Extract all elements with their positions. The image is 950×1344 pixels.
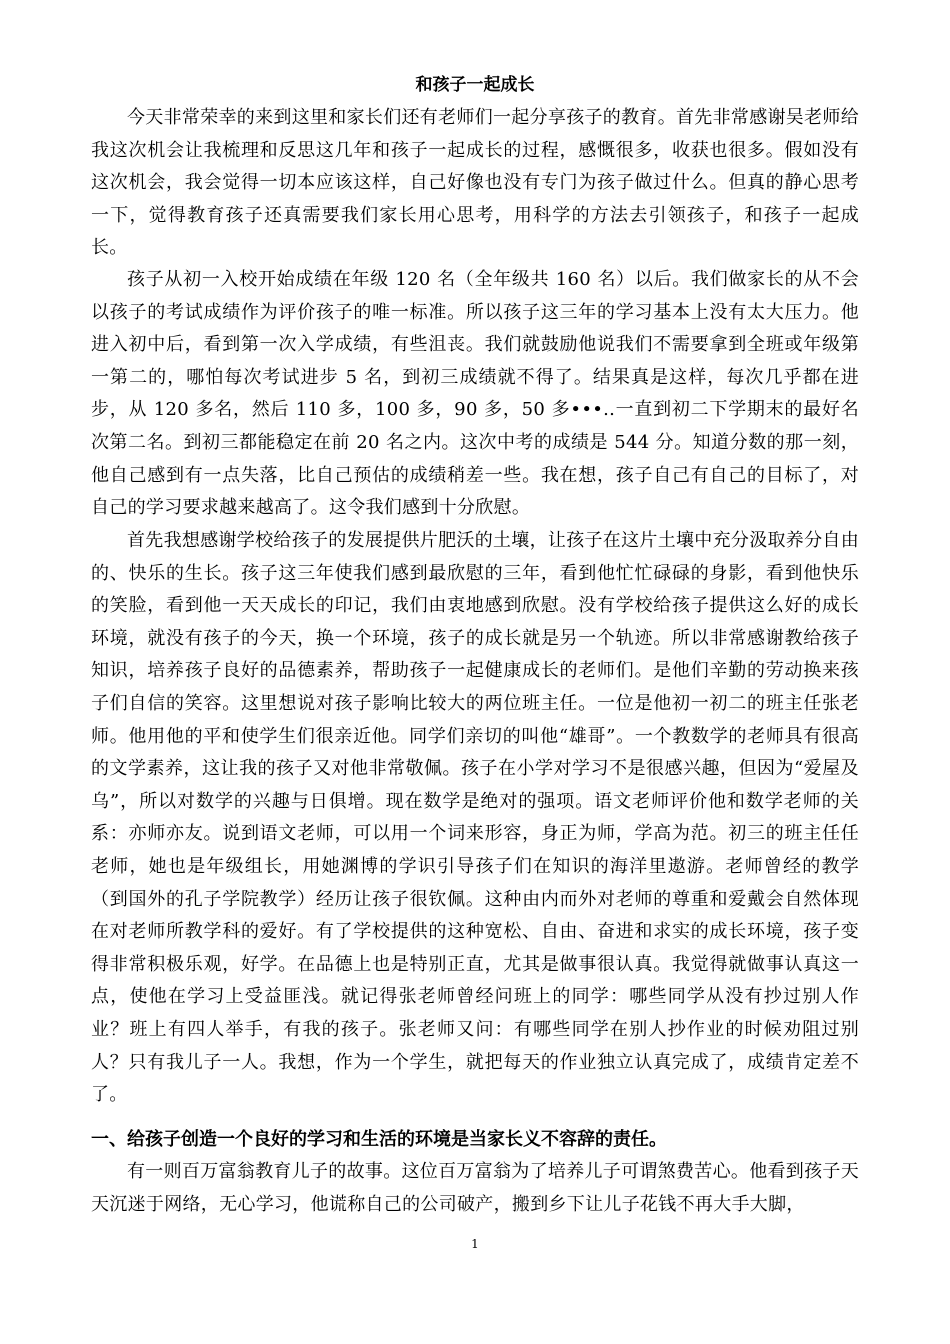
paragraph-intro: 今天非常荣幸的来到这里和家长们还有老师们一起分享孩子的教育。首先非常感谢吴老师给我这次机会让我梳理和反思这几年和孩子一起成长的过程，感慨很多，收获也很多。假如没有这次机会，我会觉得一切本应该这样，自己好像也没有专门为孩子做过什么。但真的静心思考一下，觉得教育孩子还真需要我们家长用心思考，用科学的方法去引领孩子，和孩子一起成长。 (91, 107, 859, 259)
paragraph-story: 有一则百万富翁教育儿子的故事。这位百万富翁为了培养儿子可谓煞费苦心。他看到孩子天天沉迷于网络，无心学习，他谎称自己的公司破产，搬到乡下让儿子花钱不再大手大脚， (91, 1161, 859, 1215)
paragraph-school-thanks: 首先我想感谢学校给孩子的发展提供片肥沃的土壤，让孩子在这片土壤中充分汲取养分自由的、快乐的生长。孩子这三年使我们感到最欣慰的三年，看到他忙忙碌碌的身影，看到他快乐的笑脸，看到他一天天成长的印记，我们由衷地感到欣慰。没有学校给孩子提供这么好的成长环境，就没有孩子的今天，换一个环境，孩子的成长就是另一个轨迹。所以非常感谢教给孩子知识，培养孩子良好的品德素养，帮助孩子一起健康成长的老师们。是他们辛勤的劳动换来孩子们自信的笑容。这里想说对孩子影响比较大的两位班主任。一位是他初一初二的班主任张老师。他用他的平和使学生们很亲近他。同学们亲切的叫他“雄哥”。一个教数学的老师具有很高的文学素养，这让我的孩子又对他非常敬佩。孩子在小学对学习不是很感兴趣，但因为“爱屋及乌”，所以对数学的兴趣与日俱增。现在数学是绝对的强项。语文老师评价他和数学老师的关系：亦师亦友。说到语文老师，可以用一个词来形容，身正为师，学高为范。初三的班主任任老师，她也是年级组长，用她渊博的学识引导孩子们在知识的海洋里遨游。老师曾经的教学（到国外的孔子学院教学）经历让孩子很钦佩。这种由内而外对老师的尊重和爱戴会自然体现在对老师所教学科的爱好。有了学校提供的这种宽松、自由、奋进和求实的成长环境，孩子变得非常积极乐观，好学。在品德上也是特别正直，尤其是做事很认真。我觉得就做事认真这一点，使他在学习上受益匪浅。就记得张老师曾经问班上的同学：哪些同学从没有抄过别人作业？班上有四人举手，有我的孩子。张老师又问：有哪些同学在别人抄作业的时候劝阻过别人？只有我儿子一人。我想，作为一个学生，就把每天的作业独立认真完成了，成绩肯定差不了。 (91, 530, 859, 1106)
section-heading: 一、给孩子创造一个良好的学习和生活的环境是当家长义不容辞的责任。 (91, 1129, 667, 1150)
paragraph-grades: 孩子从初一入校开始成绩在年级 120 名（全年级共 160 名）以后。我们做家长的从不会以孩子的考试成绩作为评价孩子的唯一标准。所以孩子这三年的学习基本上没有太大压力。他进入初中后，看到第一次入学成绩，有些沮丧。我们就鼓励他说我们不需要拿到全班或年级第一第二的，哪怕每次考试进步 5 名，到初三成绩就不得了。结果真是这样，每次几乎都在进步，从 120 多名，然后 110 多，100 多，90 多，50 多•••..一直到初二下学期末的最好名次第二名。到初三都能稳定在前 20 名之内。这次中考的成绩是 544 分。知道分数的那一刻，他自己感到有一点失落，比自己预估的成绩稍差一些。我在想，孩子自己有自己的目标了，对自己的学习要求越来越高了。这令我们感到十分欣慰。 (91, 269, 859, 519)
document-title: 和孩子一起成长 (415, 75, 535, 95)
page-number: 1 (471, 1237, 479, 1251)
